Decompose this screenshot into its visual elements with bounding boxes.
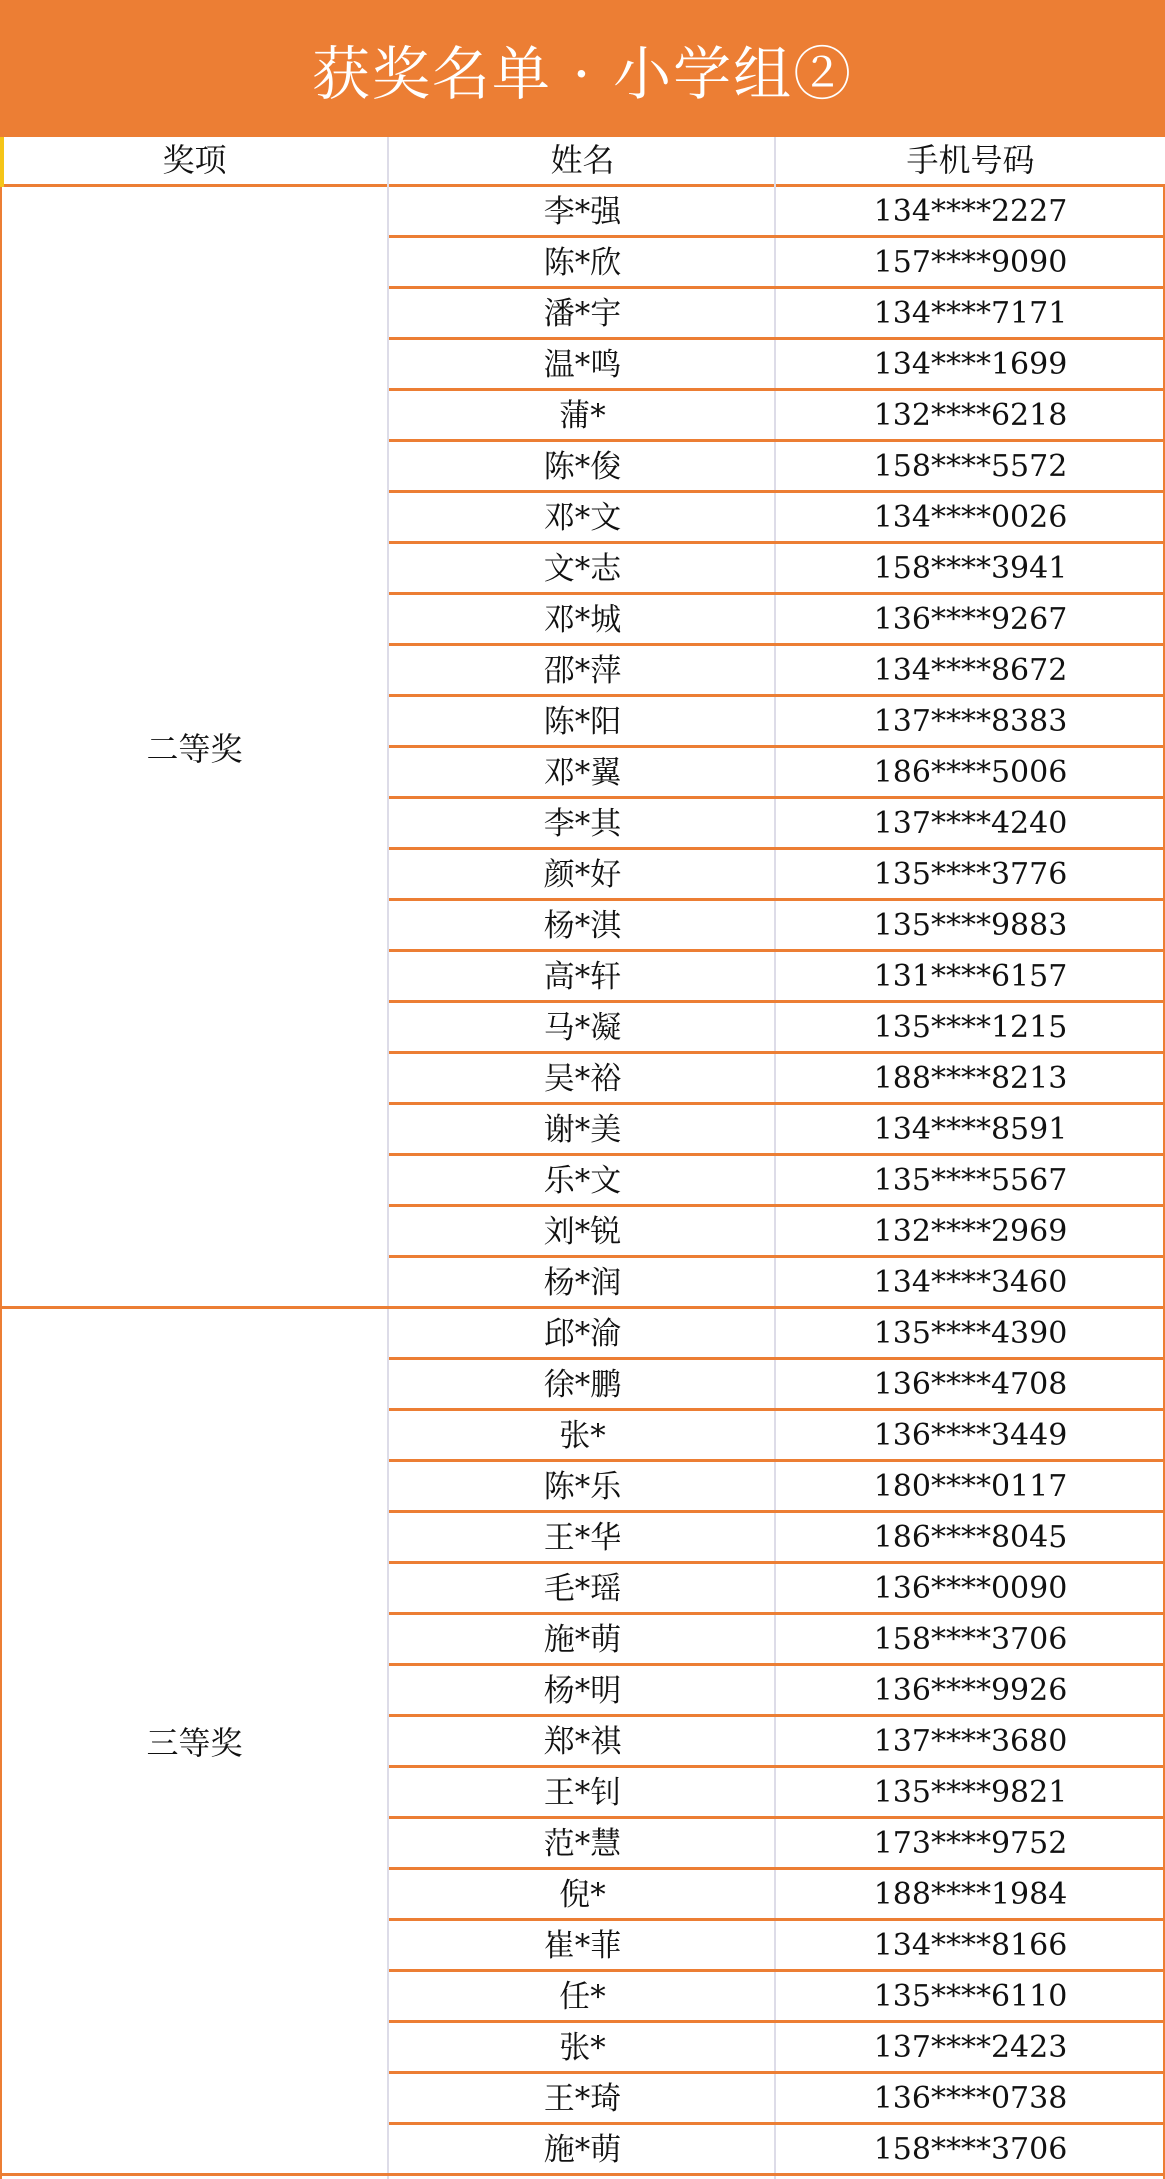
table-row (389, 1972, 1165, 2023)
winner-name: 杨*淇 (543, 908, 622, 944)
winner-name: 施*萌 (543, 1622, 622, 1658)
winner-phone: 135****3776 (873, 857, 1068, 892)
table-row (389, 1003, 1165, 1054)
winner-phone: 131****6157 (873, 959, 1068, 994)
winner-phone: 136****0738 (873, 2081, 1068, 2116)
winner-phone: 158****3706 (873, 2132, 1068, 2167)
winner-name: 谢*美 (543, 1112, 622, 1148)
winner-phone: 136****9267 (873, 602, 1068, 637)
winner-name: 倪* (559, 1877, 606, 1913)
table-row (389, 1207, 1165, 1258)
winner-phone: 136****3449 (873, 1418, 1068, 1453)
winner-name: 杨*润 (543, 1265, 622, 1301)
table-row (389, 391, 1165, 442)
award-table (0, 137, 1165, 2179)
winner-phone: 134****8166 (873, 1928, 1068, 1963)
table-row (389, 187, 1165, 238)
winner-phone: 186****5006 (873, 755, 1068, 790)
winner-phone: 137****8383 (873, 704, 1068, 739)
winner-phone: 134****2227 (873, 194, 1068, 229)
title-banner (0, 0, 1165, 137)
table-row (389, 289, 1165, 340)
table-row (389, 1054, 1165, 1105)
winner-phone: 136****0090 (873, 1571, 1068, 1606)
winner-name: 陈*乐 (543, 1469, 622, 1505)
table-row (389, 493, 1165, 544)
winner-phone: 135****9883 (873, 908, 1068, 943)
winner-phone: 132****2969 (873, 1214, 1068, 1249)
table-row (389, 1411, 1165, 1462)
winner-phone: 173****9752 (873, 1826, 1068, 1861)
table-row (389, 901, 1165, 952)
winner-phone: 137****4240 (873, 806, 1068, 841)
winner-name: 吴*裕 (543, 1061, 622, 1097)
winner-name: 王*琦 (543, 2081, 622, 2117)
header-award: 奖项 (162, 141, 227, 179)
award-label: 三等奖 (146, 1724, 243, 1762)
winner-phone: 135****1215 (873, 1010, 1068, 1045)
table-row (389, 1258, 1165, 1309)
winner-phone: 188****1984 (873, 1877, 1068, 1912)
table-row (389, 799, 1165, 850)
winner-phone: 136****4708 (873, 1367, 1068, 1402)
winner-phone: 136****9926 (873, 1673, 1068, 1708)
award-group-cell (0, 187, 389, 1309)
table-row (389, 1819, 1165, 1870)
table-row (389, 1156, 1165, 1207)
winner-name: 王*华 (543, 1520, 622, 1556)
page-title: 获奖名单 · 小学组② (311, 39, 854, 108)
table-row (389, 1105, 1165, 1156)
winner-name: 崔*菲 (543, 1928, 622, 1964)
winner-phone: 180****0117 (873, 1469, 1068, 1504)
winner-name: 施*萌 (543, 2132, 622, 2168)
table-row (389, 748, 1165, 799)
winner-phone: 135****5567 (873, 1163, 1068, 1198)
table-row (389, 2023, 1165, 2074)
winner-phone: 134****8672 (873, 653, 1068, 688)
winner-phone: 134****3460 (873, 1265, 1068, 1300)
winner-name: 毛*瑶 (543, 1571, 622, 1607)
table-row (389, 544, 1165, 595)
winner-phone: 135****4390 (873, 1316, 1068, 1351)
table-row (389, 1564, 1165, 1615)
winner-phone: 134****8591 (873, 1112, 1068, 1147)
winner-phone: 157****9090 (873, 245, 1068, 280)
winner-name: 颜*好 (543, 857, 622, 893)
winner-name: 刘*锐 (543, 1214, 622, 1250)
table-row (389, 2074, 1165, 2125)
winner-phone: 137****3680 (873, 1724, 1068, 1759)
table-row (389, 1666, 1165, 1717)
winner-phone: 134****1699 (873, 347, 1068, 382)
winner-name: 马*凝 (543, 1010, 622, 1046)
table-row (389, 1615, 1165, 1666)
header-phone: 手机号码 (906, 141, 1035, 179)
award-label: 二等奖 (146, 729, 243, 768)
table-row (389, 1768, 1165, 1819)
winner-name: 王*钊 (543, 1775, 622, 1811)
winner-name: 温*鸣 (543, 347, 622, 383)
winner-phone: 135****9821 (873, 1775, 1068, 1810)
table-row (389, 1462, 1165, 1513)
winner-name: 邵*萍 (543, 653, 622, 689)
winner-phone: 135****6110 (873, 1979, 1068, 2014)
winner-name: 任* (559, 1979, 606, 2015)
winner-name: 文*志 (543, 551, 622, 587)
table-row (389, 952, 1165, 1003)
winner-name: 杨*明 (543, 1673, 622, 1709)
table-row (389, 238, 1165, 289)
winner-name: 陈*俊 (543, 449, 622, 485)
table-row (389, 646, 1165, 697)
table-row (389, 1717, 1165, 1768)
winner-phone: 137****2423 (873, 2030, 1068, 2065)
header-name: 姓名 (550, 141, 615, 179)
winner-name: 乐*文 (543, 1163, 622, 1199)
table-row (389, 1309, 1165, 1360)
winner-phone: 186****8045 (873, 1520, 1068, 1555)
winner-name: 高*轩 (543, 959, 622, 995)
winner-name: 陈*阳 (543, 704, 622, 740)
winner-name: 徐*鹏 (543, 1367, 622, 1403)
winner-phone: 158****3941 (873, 551, 1068, 586)
winner-name: 邓*城 (543, 602, 622, 638)
winner-phone: 158****5572 (873, 449, 1068, 484)
winner-phone: 134****0026 (873, 500, 1068, 535)
table-row (389, 1870, 1165, 1921)
winner-name: 张* (559, 2030, 606, 2066)
winner-name: 邱*渝 (543, 1316, 622, 1352)
table-row (389, 340, 1165, 391)
winner-name: 张* (559, 1418, 606, 1454)
winner-name: 李*强 (543, 194, 622, 230)
winner-phone: 158****3706 (873, 1622, 1068, 1657)
winner-name: 邓*文 (543, 500, 622, 536)
winner-phone: 132****6218 (873, 398, 1068, 433)
winner-name: 邓*翼 (543, 755, 622, 791)
table-header (0, 137, 1165, 187)
table-row (389, 1921, 1165, 1972)
table-row (389, 442, 1165, 493)
winner-name: 蒲* (559, 398, 606, 434)
table-row (389, 1513, 1165, 1564)
table-row (389, 1360, 1165, 1411)
winner-phone: 188****8213 (873, 1061, 1068, 1096)
winner-name: 陈*欣 (543, 245, 622, 281)
winner-name: 李*其 (543, 806, 622, 842)
winner-name: 潘*宇 (543, 296, 622, 332)
table-row (389, 2125, 1165, 2176)
award-group-cell (0, 1309, 389, 2176)
table-row (389, 697, 1165, 748)
winner-name: 范*慧 (543, 1826, 622, 1862)
table-row (389, 850, 1165, 901)
winner-name: 郑*祺 (543, 1724, 622, 1760)
winner-phone: 134****7171 (873, 296, 1068, 331)
table-row (389, 595, 1165, 646)
